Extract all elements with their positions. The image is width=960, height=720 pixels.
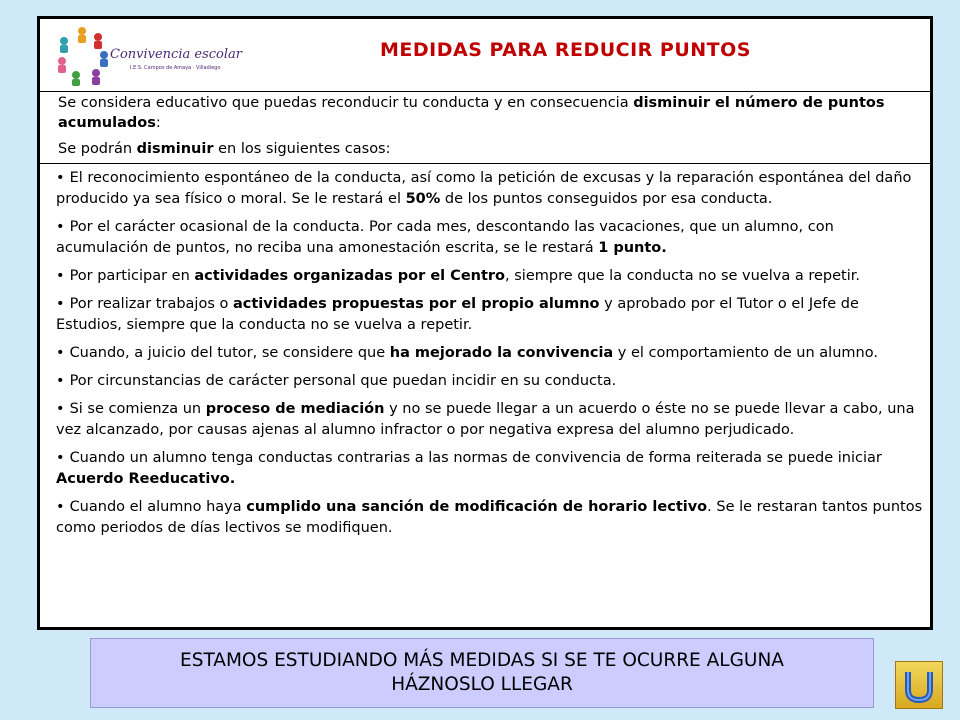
footer-message bbox=[90, 638, 874, 708]
logo-subtitle: I.E.S. Campos de Amaya · Villadiego bbox=[130, 65, 221, 71]
logo-title: Convivencia escolar bbox=[110, 47, 242, 62]
content-panel bbox=[37, 16, 933, 630]
emphasis-text: disminuir el número de puntos acumulados bbox=[58, 95, 885, 131]
text-run: de los puntos conseguidos por esa conducta. bbox=[440, 191, 773, 207]
text-run: . Se le restaran tantos puntos como periodos de días lectivos se modifiquen. bbox=[56, 499, 923, 536]
intro-paragraph-1 bbox=[58, 93, 918, 133]
text-run: El reconocimiento espontáneo de la conducta, así como la petición de excusas y la reparación espontánea del daño producido ya sea físico o moral. Se le restará el bbox=[56, 170, 912, 207]
text-run: Por circunstancias de carácter personal que puedan incidir en su conducta. bbox=[69, 373, 617, 389]
list-item bbox=[56, 266, 924, 287]
emphasis-text: 1 punto. bbox=[598, 240, 667, 256]
list-item bbox=[56, 343, 924, 364]
text-run: y aprobado por el Tutor o el Jefe de Estudios, siempre que la conducta no se vuelva a repetir. bbox=[56, 296, 859, 333]
text-run: Cuando, a juicio del tutor, se considere que bbox=[69, 345, 390, 361]
emphasis-text: proceso de mediación bbox=[205, 401, 385, 417]
convivencia-logo bbox=[52, 23, 242, 87]
text-run: Si se comienza un bbox=[69, 401, 206, 417]
text-run: , siempre que la conducta no se vuelva a repetir. bbox=[505, 268, 860, 284]
measures-list bbox=[56, 168, 924, 546]
list-item bbox=[56, 497, 924, 539]
intro-paragraph-2 bbox=[58, 139, 918, 159]
emphasis-text: actividades organizadas por el Centro bbox=[194, 268, 506, 284]
emphasis-text: disminuir bbox=[136, 141, 214, 157]
text-run: y no se puede llegar a un acuerdo o éste no se puede llevar a cabo, una vez alcanzado, por causas ajenas al alumno infractor o por negativa expresa del alumno perjudicado. bbox=[56, 401, 915, 438]
emphasis-text: ha mejorado la convivencia bbox=[389, 345, 614, 361]
list-item bbox=[56, 294, 924, 336]
footer-line-1: ESTAMOS ESTUDIANDO MÁS MEDIDAS SI SE TE OCURRE ALGUNA bbox=[180, 650, 784, 671]
list-item bbox=[56, 217, 924, 259]
text-run: Se podrán bbox=[58, 141, 137, 157]
text-run: Cuando un alumno tenga conductas contrarias a las normas de convivencia de forma reiterada se puede iniciar bbox=[69, 450, 882, 466]
emphasis-text: actividades propuestas por el propio alumno bbox=[232, 296, 600, 312]
page-title: MEDIDAS PARA REDUCIR PUNTOS bbox=[380, 39, 751, 61]
intro-section bbox=[40, 91, 930, 164]
footer-line-2: HÁZNOSLO LLEGAR bbox=[391, 674, 573, 695]
u-turn-return-icon bbox=[896, 662, 942, 708]
text-run: Por el carácter ocasional de la conducta. Por cada mes, descontando las vacaciones, que un alumno, con acumulación de puntos, no reciba una amonestación escrita, se le restará bbox=[56, 219, 834, 256]
text-run: Por participar en bbox=[69, 268, 195, 284]
text-run: Cuando el alumno haya bbox=[69, 499, 247, 515]
text-run: Se considera educativo que puedas reconducir tu conducta y en consecuencia bbox=[58, 95, 634, 111]
emphasis-text: Acuerdo Reeducativo. bbox=[56, 471, 236, 487]
return-button[interactable] bbox=[895, 661, 943, 709]
emphasis-text: 50% bbox=[405, 191, 441, 207]
header bbox=[40, 19, 930, 92]
text-run: : bbox=[155, 115, 161, 131]
list-item bbox=[56, 371, 924, 392]
list-item bbox=[56, 399, 924, 441]
emphasis-text: cumplido una sanción de modificación de horario lectivo bbox=[246, 499, 708, 515]
text-run: y el comportamiento de un alumno. bbox=[613, 345, 878, 361]
text-run: en los siguientes casos: bbox=[213, 141, 391, 157]
list-item bbox=[56, 168, 924, 210]
list-item bbox=[56, 448, 924, 490]
text-run: Por realizar trabajos o bbox=[69, 296, 233, 312]
people-circle-icon bbox=[52, 23, 112, 87]
